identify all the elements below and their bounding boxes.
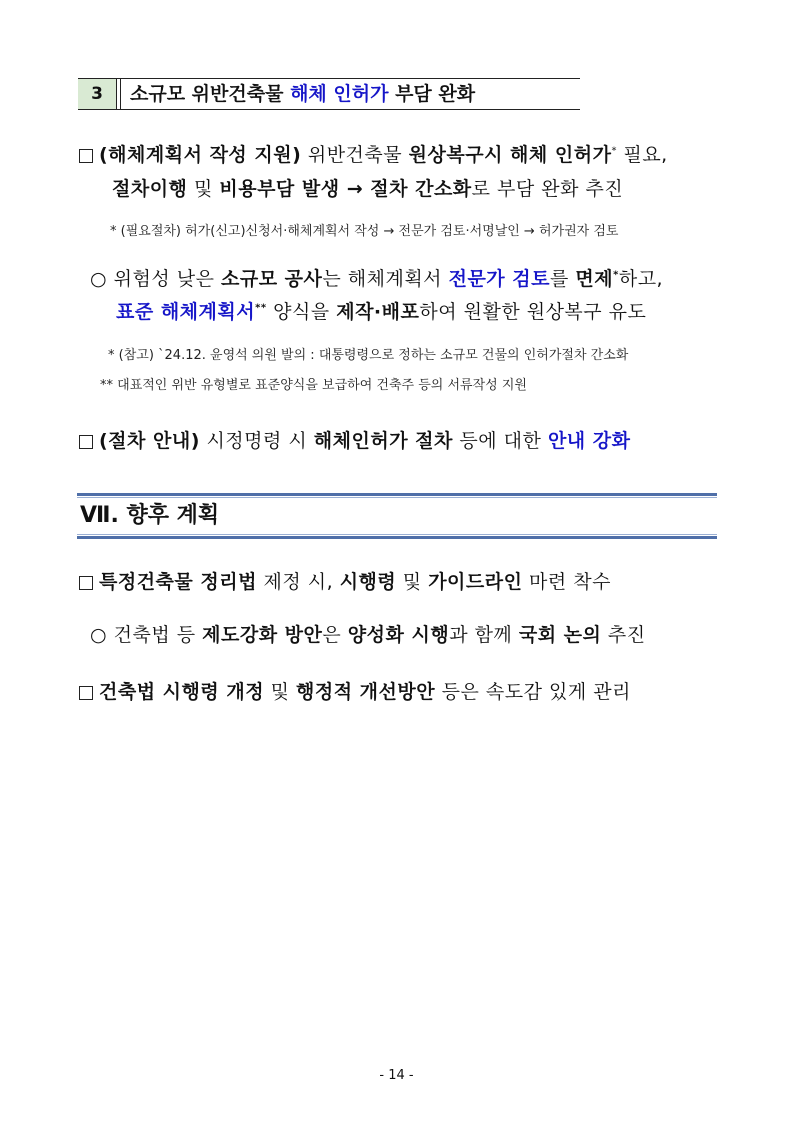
text: 시정명령 시 <box>199 430 314 452</box>
highlight: 표준 해체계획서 <box>116 301 256 323</box>
text: 필요, <box>616 144 668 166</box>
item-line <box>79 140 668 167</box>
divider <box>77 497 717 498</box>
text: 등은 속도감 있게 관리 <box>435 681 631 703</box>
text: 및 <box>264 681 296 703</box>
item-line <box>79 426 630 453</box>
text: 및 <box>396 571 429 593</box>
text: 위험성 낮은 <box>107 268 221 290</box>
divider <box>77 534 717 535</box>
item-tag: (절차 안내) <box>99 430 200 452</box>
section-title <box>130 78 475 110</box>
footnote-mark: ** <box>255 302 267 314</box>
footnote: * (참고) `24.12. 윤영석 의원 발의 : 대통령령으로 정하는 소규모 건물의 인허가절차 간소화 <box>108 348 629 363</box>
emphasis: 절차 간소화 <box>370 178 472 200</box>
item-line <box>79 567 611 594</box>
section-header <box>78 78 580 110</box>
text: 과 함께 <box>449 624 519 646</box>
emphasis: 행정적 개선방안 <box>296 681 436 703</box>
text: 제정 시, <box>256 571 340 593</box>
text: 위반건축물 <box>301 144 409 166</box>
emphasis: 원상복구시 해체 인허가 <box>408 144 612 166</box>
section-number: 3 <box>78 79 116 109</box>
emphasis: 면제 <box>575 268 614 290</box>
text: 마련 착수 <box>522 571 611 593</box>
divider <box>77 536 717 539</box>
divider <box>78 109 580 110</box>
emphasis: 특정건축물 정리법 <box>99 571 257 593</box>
emphasis: 제작·배포 <box>336 301 420 323</box>
emphasis: 소규모 공사 <box>220 268 323 290</box>
divider <box>120 79 121 109</box>
divider <box>77 493 717 496</box>
footnote-mark: * <box>613 269 619 281</box>
footnote: ** 대표적인 위반 유형별로 표준양식을 보급하여 건축주 등의 서류작성 지원 <box>100 378 527 393</box>
checkbox-icon <box>79 686 93 700</box>
section-title-text: 부담 완화 <box>388 83 476 105</box>
sub-item-line <box>116 297 646 324</box>
page-number: - 14 - <box>379 1068 414 1083</box>
bullet-icon: ○ <box>90 268 108 290</box>
footnote: * (필요절차) 허가(신고)신청서·해체계획서 작성 → 전문가 검토·서명날인 → 허가권자 검토 <box>110 224 619 239</box>
item-line <box>79 677 631 704</box>
text: 및 <box>187 178 220 200</box>
item-tag: (해체계획서 작성 지원) <box>99 144 302 166</box>
arrow-icon: → <box>339 178 371 200</box>
text: 로 부담 완화 추진 <box>471 178 624 200</box>
section-title-highlight: 해체 인허가 <box>290 83 389 105</box>
emphasis: 시행령 <box>339 571 397 593</box>
bullet-icon: ○ <box>90 624 108 646</box>
text: 양식을 <box>266 301 337 323</box>
text: 하고, <box>618 268 664 290</box>
section-title-text: 소규모 위반건축물 <box>130 83 291 105</box>
emphasis: 해체인허가 절차 <box>313 430 453 452</box>
checkbox-icon <box>79 576 93 590</box>
text: 는 해체계획서 <box>322 268 449 290</box>
text: 추진 <box>601 624 646 646</box>
highlight: 전문가 검토 <box>448 268 550 290</box>
text: 등에 대한 <box>452 430 548 452</box>
text: 건축법 등 <box>107 624 203 646</box>
divider <box>116 79 117 109</box>
sub-item-line <box>90 620 646 647</box>
checkbox-icon <box>79 435 93 449</box>
emphasis: 비용부담 발생 <box>219 178 340 200</box>
text: 은 <box>322 624 348 646</box>
item-line <box>112 174 623 201</box>
emphasis: 건축법 시행령 개정 <box>99 681 265 703</box>
emphasis: 제도강화 방안 <box>202 624 323 646</box>
emphasis: 가이드라인 <box>428 571 523 593</box>
emphasis: 양성화 시행 <box>347 624 450 646</box>
sub-item-line <box>90 264 663 291</box>
emphasis: 절차이행 <box>112 178 188 200</box>
footnote-mark: * <box>611 145 617 157</box>
text: 하여 원활한 원상복구 유도 <box>419 301 647 323</box>
emphasis: 국회 논의 <box>518 624 602 646</box>
checkbox-icon <box>79 149 93 163</box>
text: 를 <box>549 268 576 290</box>
section-title: Ⅶ. 향후 계획 <box>80 503 220 528</box>
highlight: 안내 강화 <box>547 430 631 452</box>
